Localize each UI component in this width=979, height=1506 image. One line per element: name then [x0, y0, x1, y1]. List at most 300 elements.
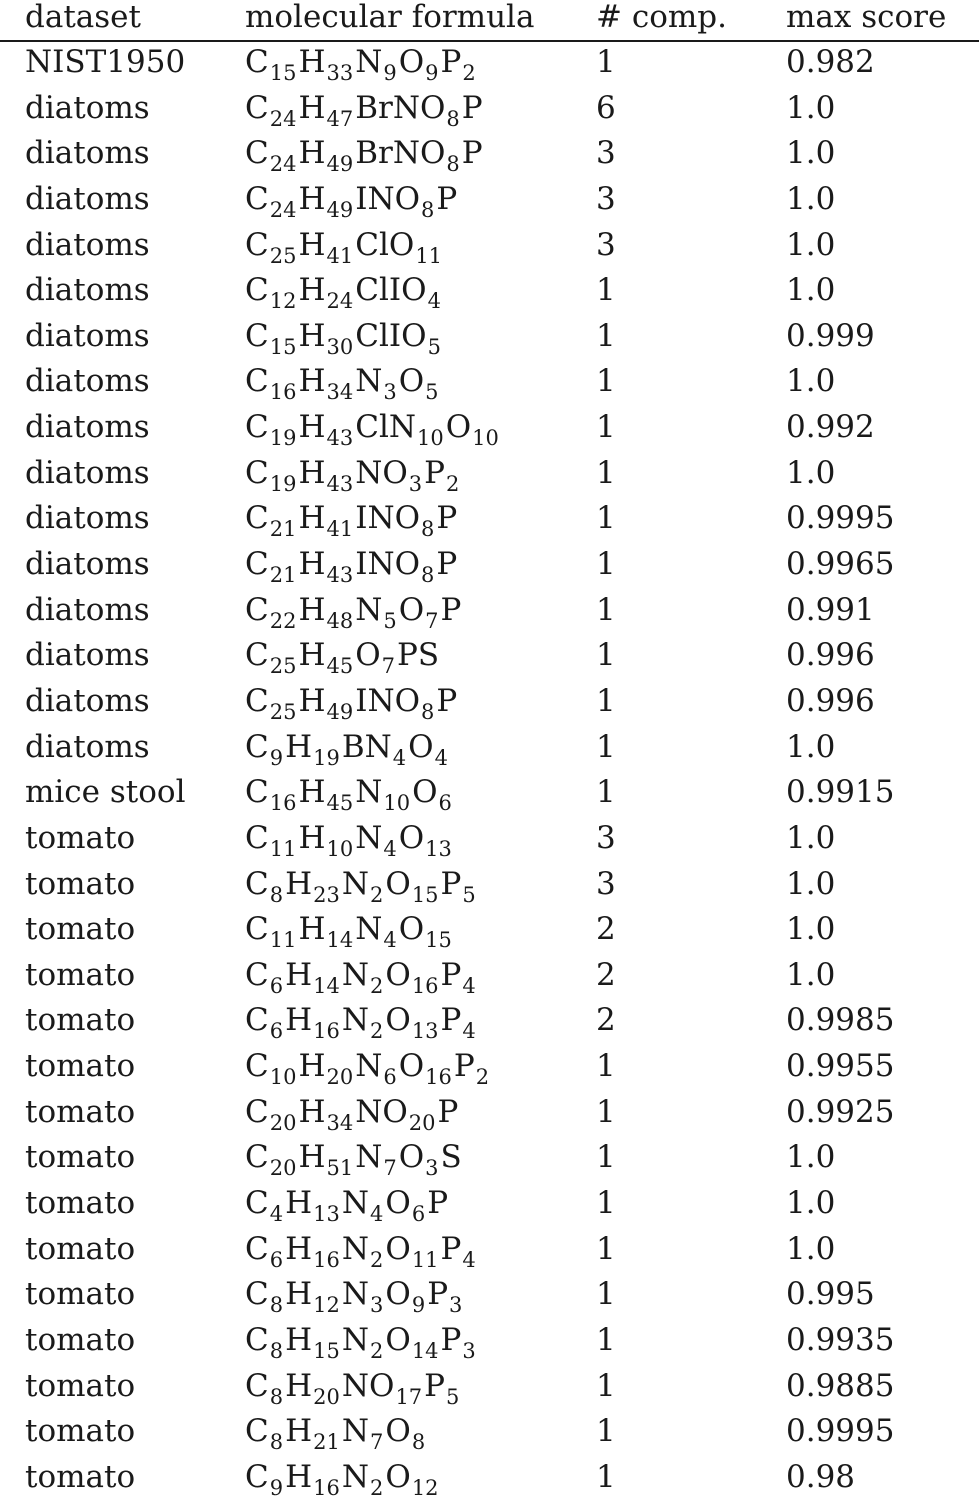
formula-element [382, 1093, 437, 1135]
element-symbol: P [436, 500, 458, 537]
formula-element [440, 1230, 478, 1272]
formula-element [245, 1093, 298, 1135]
cell-num-compounds: 1 [596, 1413, 616, 1450]
element-symbol: O [398, 1048, 425, 1085]
cell-molecular-formula [245, 1002, 478, 1044]
cell-max-score: 1.0 [786, 363, 836, 400]
element-symbol: N [341, 1230, 370, 1267]
cell-num-compounds: 1 [596, 317, 616, 354]
table-body [0, 45, 979, 1506]
formula-element [341, 956, 386, 998]
element-symbol: O [388, 226, 415, 263]
formula-element [285, 1002, 342, 1044]
element-symbol: H [298, 1048, 326, 1085]
element-symbol: O [355, 637, 381, 674]
element-symbol: C [245, 546, 269, 583]
formula-element [436, 547, 457, 581]
formula-element [341, 728, 408, 770]
formula-element [245, 774, 298, 816]
cell-dataset: diatoms [25, 317, 150, 354]
element-count: 8 [421, 563, 435, 588]
formula-element [341, 1230, 386, 1272]
formula-element [385, 1413, 427, 1455]
table-row [0, 136, 979, 182]
formula-element [462, 91, 483, 125]
element-symbol: H [298, 409, 326, 446]
cell-molecular-formula [245, 1185, 449, 1227]
table-row [0, 364, 979, 410]
element-count: 19 [313, 745, 340, 770]
element-symbol: N [355, 1048, 383, 1085]
cell-molecular-formula [245, 682, 458, 724]
cell-num-compounds: 1 [596, 682, 616, 719]
element-count: 34 [326, 1110, 354, 1135]
cell-molecular-formula [245, 774, 454, 816]
element-count: 11 [269, 928, 297, 953]
element-symbol: H [298, 135, 326, 172]
cell-num-compounds: 1 [596, 1185, 616, 1222]
element-count: 5 [446, 1384, 460, 1409]
element-symbol: N [355, 774, 383, 811]
element-symbol: N [355, 911, 383, 948]
formula-element [298, 682, 355, 724]
cell-molecular-formula [245, 728, 450, 770]
cell-num-compounds: 3 [596, 226, 616, 263]
table-row [0, 501, 979, 547]
element-symbol: H [298, 44, 326, 80]
cell-num-compounds: 1 [596, 454, 616, 491]
cell-dataset: NIST1950 [25, 44, 186, 80]
element-symbol: H [298, 500, 326, 537]
table-row [0, 410, 979, 456]
element-count: 20 [408, 1110, 436, 1135]
cell-max-score: 0.982 [786, 44, 875, 80]
element-symbol: C [245, 226, 269, 263]
element-count: 2 [370, 1338, 384, 1363]
element-count: 43 [326, 426, 354, 451]
formula-element [245, 591, 298, 633]
formula-element [419, 135, 462, 177]
element-count: 5 [383, 608, 397, 633]
formula-element [245, 272, 298, 314]
cell-max-score: 1.0 [786, 956, 836, 993]
cell-molecular-formula [245, 272, 443, 314]
formula-element [285, 1367, 342, 1409]
element-symbol: O [369, 1367, 395, 1404]
element-count: 4 [462, 1019, 476, 1044]
table-row [0, 182, 979, 228]
cell-num-compounds: 1 [596, 1048, 616, 1085]
element-symbol: N [341, 1367, 370, 1404]
formula-element [245, 1002, 285, 1044]
element-symbol: O [394, 500, 421, 537]
cell-dataset: diatoms [25, 135, 150, 172]
formula-element [245, 409, 298, 451]
cell-max-score: 0.9995 [786, 500, 895, 537]
formula-element [298, 637, 355, 679]
cell-num-compounds: 3 [596, 865, 616, 902]
cell-molecular-formula [245, 637, 440, 679]
cell-max-score: 0.9995 [786, 1413, 895, 1450]
table-row [0, 1186, 979, 1232]
cell-molecular-formula [245, 409, 501, 451]
element-count: 9 [269, 745, 284, 770]
element-symbol: H [285, 728, 313, 765]
element-count: 24 [269, 106, 297, 131]
formula-element [394, 500, 437, 542]
element-symbol: O [394, 682, 421, 719]
element-symbol: C [245, 317, 269, 354]
element-count: 15 [425, 928, 452, 953]
element-count: 3 [408, 471, 423, 496]
formula-element [298, 226, 355, 268]
element-symbol: H [298, 272, 326, 309]
element-symbol: C [245, 500, 269, 537]
table-row [0, 912, 979, 958]
element-symbol: N [341, 1276, 370, 1313]
cell-molecular-formula [245, 226, 444, 268]
formula-element [441, 1140, 462, 1174]
element-symbol: H [298, 546, 326, 583]
element-symbol: IN [355, 180, 395, 217]
element-count: 24 [269, 152, 297, 177]
cell-dataset: diatoms [25, 637, 150, 674]
cell-max-score: 0.999 [786, 317, 875, 354]
element-symbol: P [461, 89, 483, 126]
element-symbol: PS [397, 637, 440, 674]
element-symbol: C [245, 363, 269, 400]
formula-element [440, 865, 478, 907]
element-count: 48 [326, 608, 354, 633]
element-symbol: C [245, 89, 269, 126]
formula-element [298, 500, 355, 542]
element-symbol: C [245, 774, 269, 811]
table-row [0, 456, 979, 502]
cell-num-compounds: 6 [596, 89, 616, 126]
element-symbol: H [298, 363, 326, 400]
cell-dataset: diatoms [25, 591, 150, 628]
element-symbol: O [385, 865, 411, 902]
element-count: 8 [421, 517, 435, 542]
formula-element [382, 454, 424, 496]
cell-num-compounds: 1 [596, 363, 616, 400]
element-symbol: H [298, 1093, 326, 1130]
element-symbol: N [355, 454, 383, 491]
element-symbol: ClI [355, 272, 402, 309]
element-symbol: P [453, 1048, 475, 1085]
formula-element [355, 363, 399, 405]
formula-element [398, 1139, 441, 1181]
element-symbol: H [285, 1230, 313, 1267]
cell-molecular-formula [245, 956, 478, 998]
cell-dataset: tomato [25, 1367, 136, 1404]
element-count: 4 [462, 973, 476, 998]
element-count: 6 [383, 1065, 397, 1090]
cell-num-compounds: 3 [596, 135, 616, 172]
element-count: 9 [269, 1475, 284, 1500]
element-count: 4 [392, 745, 407, 770]
element-count: 41 [326, 517, 354, 542]
element-count: 8 [446, 106, 460, 131]
table-row [0, 1414, 979, 1460]
formula-element [245, 89, 298, 131]
cell-dataset: diatoms [25, 454, 150, 491]
element-symbol: N [355, 1139, 383, 1176]
table-row [0, 45, 979, 91]
element-symbol: N [341, 1321, 370, 1358]
table-row [0, 958, 979, 1004]
header-molecular-formula: molecular formula [245, 0, 535, 35]
element-count: 8 [421, 699, 435, 724]
cell-num-compounds: 1 [596, 1321, 616, 1358]
cell-molecular-formula [245, 865, 478, 907]
formula-element [419, 89, 462, 131]
formula-element [355, 273, 401, 307]
cell-dataset: diatoms [25, 363, 150, 400]
element-symbol: O [412, 774, 438, 811]
formula-element [341, 1458, 386, 1500]
element-symbol: N [355, 363, 383, 400]
formula-element [245, 911, 298, 953]
formula-element [398, 819, 454, 861]
formula-element [355, 819, 399, 861]
element-count: 49 [326, 699, 354, 724]
element-count: 7 [425, 608, 439, 633]
cell-molecular-formula [245, 135, 483, 177]
formula-element [436, 182, 457, 216]
formula-element [385, 1230, 440, 1272]
cell-dataset: tomato [25, 1048, 136, 1085]
element-count: 19 [269, 471, 297, 496]
table-row [0, 1277, 979, 1323]
formula-element [401, 272, 443, 314]
element-count: 7 [370, 1430, 384, 1455]
cell-max-score: 1.0 [786, 272, 836, 309]
element-symbol: P [436, 180, 458, 217]
formula-element [298, 1139, 355, 1181]
cell-max-score: 1.0 [786, 180, 836, 217]
formula-element [298, 1048, 355, 1090]
table-row [0, 1049, 979, 1095]
element-symbol: P [436, 546, 458, 583]
element-count: 45 [326, 654, 354, 679]
formula-element [355, 182, 394, 216]
table-row [0, 273, 979, 319]
element-count: 41 [326, 243, 354, 268]
element-symbol: P [440, 1321, 462, 1358]
element-symbol: C [245, 44, 269, 80]
element-symbol: C [245, 682, 269, 719]
cell-dataset: mice stool [25, 774, 186, 811]
element-count: 7 [381, 654, 396, 679]
cell-num-compounds: 1 [596, 1093, 616, 1130]
cell-num-compounds: 1 [596, 546, 616, 583]
cell-molecular-formula [245, 1413, 427, 1455]
element-count: 4 [370, 1202, 384, 1227]
element-count: 21 [269, 517, 297, 542]
element-count: 20 [326, 1065, 354, 1090]
element-count: 45 [326, 791, 354, 816]
cell-molecular-formula [245, 454, 461, 496]
element-symbol: N [388, 409, 417, 446]
element-symbol: P [440, 44, 462, 80]
element-count: 9 [383, 61, 397, 85]
element-symbol: C [245, 454, 269, 491]
cell-num-compounds: 1 [596, 409, 616, 446]
formula-element [355, 911, 399, 953]
cell-dataset: diatoms [25, 409, 150, 446]
formula-element [369, 1367, 424, 1409]
element-count: 6 [411, 1202, 426, 1227]
element-count: 2 [475, 1065, 490, 1090]
formula-element [285, 1276, 342, 1318]
element-count: 12 [269, 289, 297, 314]
element-symbol: P [427, 1276, 449, 1313]
element-count: 20 [269, 1110, 297, 1135]
element-count: 4 [383, 928, 397, 953]
element-count: 16 [425, 1065, 452, 1090]
cell-num-compounds: 1 [596, 1276, 616, 1313]
element-symbol: O [401, 317, 427, 354]
element-symbol: Cl [355, 226, 389, 263]
formula-element [355, 774, 412, 816]
cell-molecular-formula [245, 546, 458, 588]
formula-element [298, 591, 355, 633]
formula-element [298, 911, 355, 953]
element-symbol: N [341, 956, 370, 993]
formula-element [438, 1095, 459, 1129]
element-symbol: P [436, 682, 458, 719]
cell-dataset: diatoms [25, 682, 150, 719]
cell-molecular-formula [245, 1048, 491, 1090]
formula-element [355, 410, 389, 444]
element-count: 15 [269, 334, 297, 359]
cell-molecular-formula [245, 1458, 441, 1500]
element-symbol: H [298, 637, 326, 674]
element-count: 12 [411, 1475, 439, 1500]
element-count: 20 [269, 1156, 297, 1181]
cell-molecular-formula [245, 89, 483, 131]
element-symbol: C [245, 1048, 269, 1085]
table-row [0, 638, 979, 684]
element-count: 25 [269, 699, 297, 724]
formula-element [285, 1321, 342, 1363]
element-symbol: C [245, 591, 269, 628]
element-symbol: H [285, 1002, 313, 1039]
formula-element [401, 317, 443, 359]
formula-element [385, 956, 440, 998]
element-symbol: O [385, 1002, 411, 1039]
formula-element [341, 1185, 386, 1227]
formula-element [298, 317, 355, 359]
element-symbol: C [245, 1413, 269, 1450]
element-symbol: C [245, 1321, 269, 1358]
formula-element [245, 819, 298, 861]
cell-dataset: diatoms [25, 226, 150, 263]
table-row [0, 593, 979, 639]
formula-element [341, 1276, 386, 1318]
cell-max-score: 0.9935 [786, 1321, 895, 1358]
formula-element [388, 226, 444, 268]
formula-element [245, 728, 285, 770]
element-symbol: H [285, 1413, 313, 1450]
element-count: 5 [427, 334, 441, 359]
element-count: 3 [462, 1338, 476, 1363]
formula-element [355, 591, 399, 633]
element-count: 6 [438, 791, 452, 816]
cell-dataset: diatoms [25, 180, 150, 217]
element-count: 8 [269, 1384, 284, 1409]
formula-element [245, 1413, 285, 1455]
formula-element [298, 135, 355, 177]
element-symbol: Cl [355, 409, 389, 446]
element-symbol: H [285, 1185, 313, 1222]
element-count: 8 [269, 882, 284, 907]
element-count: 2 [370, 1475, 384, 1500]
formula-element [245, 1048, 298, 1090]
element-count: 3 [449, 1293, 463, 1318]
cell-molecular-formula [245, 819, 454, 861]
formula-element [355, 637, 397, 679]
element-count: 16 [269, 380, 297, 405]
cell-dataset: tomato [25, 1276, 136, 1313]
element-symbol: C [245, 1276, 269, 1313]
element-count: 9 [411, 1293, 426, 1318]
formula-element [341, 865, 386, 907]
formula-element [245, 1185, 285, 1227]
cell-dataset: tomato [25, 1230, 136, 1267]
formula-element [440, 1002, 478, 1044]
element-count: 8 [269, 1293, 284, 1318]
element-count: 5 [462, 882, 476, 907]
formula-element [385, 1321, 440, 1363]
formula-element [398, 363, 441, 405]
element-count: 43 [326, 471, 354, 496]
element-symbol: P [427, 1185, 449, 1222]
element-symbol: C [245, 1458, 269, 1495]
formula-element [298, 454, 355, 496]
element-count: 3 [383, 380, 397, 405]
element-count: 34 [326, 380, 354, 405]
element-symbol: C [245, 819, 269, 856]
cell-max-score: 1.0 [786, 89, 836, 126]
element-symbol: C [245, 1230, 269, 1267]
element-symbol: C [245, 865, 269, 902]
element-count: 15 [313, 1338, 340, 1363]
element-symbol: H [298, 226, 326, 263]
cell-dataset: tomato [25, 1002, 136, 1039]
element-count: 12 [313, 1293, 340, 1318]
element-count: 20 [313, 1384, 340, 1409]
element-symbol: H [298, 682, 326, 719]
formula-element [245, 1276, 285, 1318]
formula-element [440, 1321, 478, 1363]
cell-molecular-formula [245, 180, 458, 222]
element-symbol: H [298, 1139, 326, 1176]
element-count: 7 [383, 1156, 397, 1181]
element-symbol: O [398, 819, 425, 856]
element-symbol: C [245, 1367, 269, 1404]
formula-element [245, 135, 298, 177]
element-symbol: O [385, 1185, 411, 1222]
cell-dataset: diatoms [25, 272, 150, 309]
element-symbol: O [385, 1458, 411, 1495]
cell-molecular-formula [245, 911, 454, 953]
cell-dataset: tomato [25, 865, 136, 902]
element-count: 49 [326, 152, 354, 177]
cell-max-score: 0.9955 [786, 1048, 895, 1085]
element-count: 25 [269, 243, 297, 268]
